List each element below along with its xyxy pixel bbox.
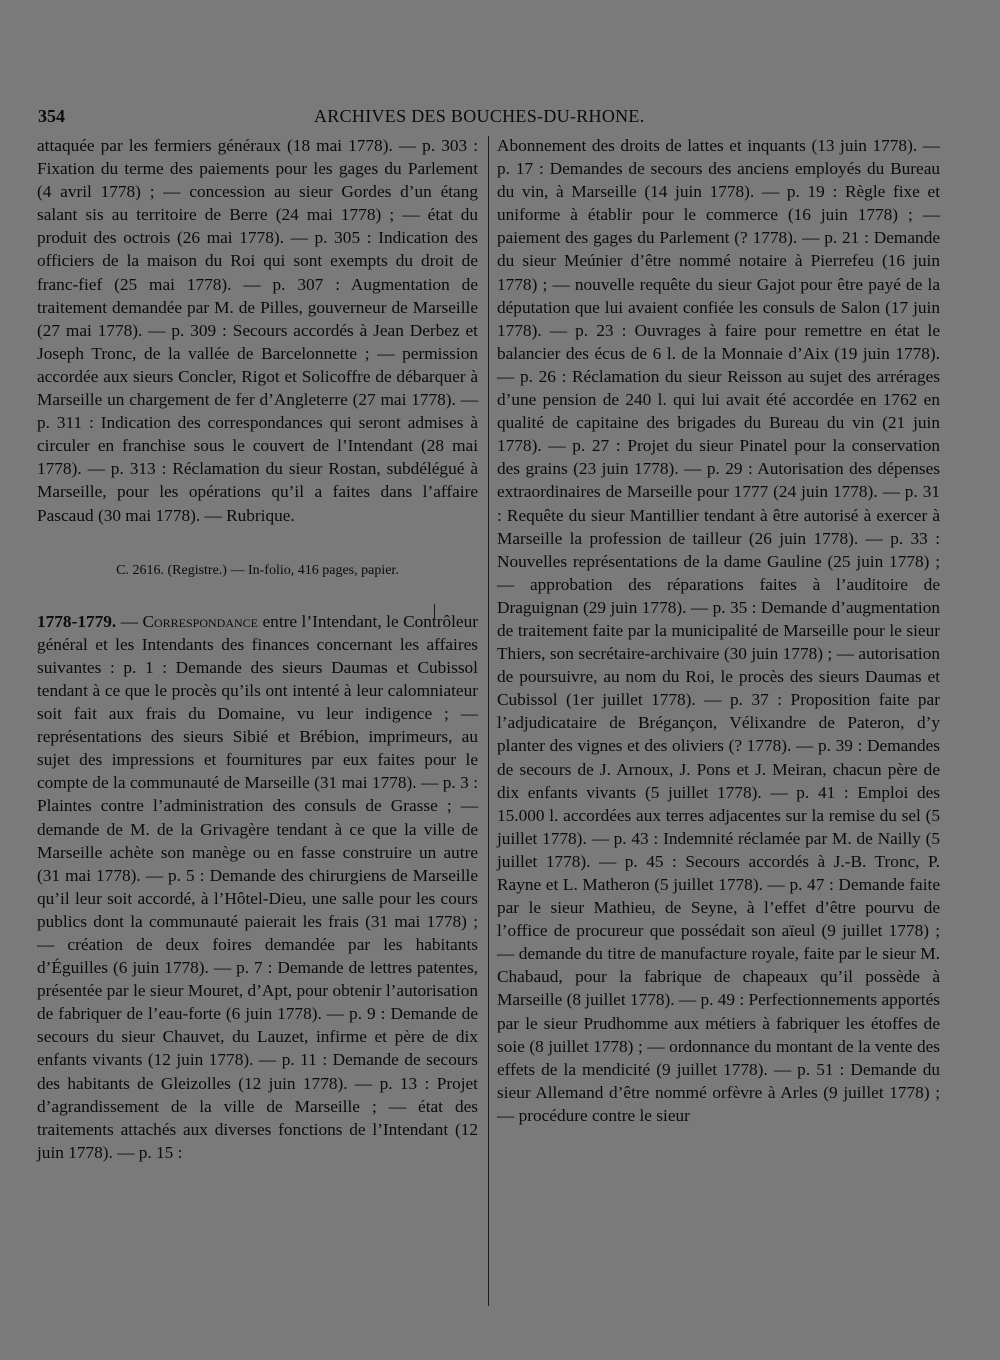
entry-body: entre l’Intendant, le Contrôleur général et les Intendants des finances concernant les affaires suivantes : p. 1 : Demande des sieurs Daumas et Cubissol tendant à ce que le procès qu’ils ont intenté à leur calomniateur soit fait aux frais du Domaine, vu leur indigence ; — représentations des sieurs Sibié et Brébion, imprimeurs, au sujet des impressions et fournitures par eux faites pour le compte de la communauté de Marseille (31 mai 1778). — p. 3 : Plaintes contre l’administration des consuls de Grasse ; — demande de M. de la Grivagère tendant à ce que la ville de Marseille achète son manège ou en fasse construire un autre (31 mai 1778). — p. 5 : Demande des chirurgiens de Marseille qu’il leur soit accordé, à l’Hôtel-Dieu, une salle pour les cours publics dont la communauté paierait les frais (31 mai 1778) ; — création de deux foires demandée par les habitants d’Éguilles (6 juin 1778). — p. 7 : Demande de lettres patentes, présentée par le sieur Mouret, d’Apt, pour obtenir l’autorisation de fabriquer de l’eau-forte (6 juin 1778). — p. 9 : Demande de secours du sieur Chauvet, du Lauzet, infirme et père de dix enfants vivants (12 juin 1778). — p. 11 : Demande de secours des habitants de Gleizolles (12 juin 1778). — p. 13 : Projet d’agrandissement de la ville de Marseille ; — état des traitements attachés aux diverses fonctions de l’Intendant (12 juin 1778). — p. 15 :: [37, 611, 478, 1162]
entry-date: 1778-1779.: [37, 611, 117, 631]
left-column: [37, 134, 478, 1164]
left-paragraph-2: [37, 610, 478, 1164]
entry-caption: Correspondance: [142, 611, 259, 631]
entry-caption-lead: —: [116, 611, 143, 631]
right-paragraph-1: Abonnement des droits de lattes et inquants (13 juin 1778). — p. 17 : Demandes de secours des anciens employés du Bureau du vin, à Marseille (14 juin 1778). — p. 19 : Règle fixe et uniforme à établir pour le commerce (16 juin 1778) ; — paiement des gages du Parlement (? 1778). — p. 21 : Demande du sieur Meúnier d’être nommé notaire à Pierrefeu (16 juin 1778) ; — nouvelle requête du sieur Gajot pour être payé de la députation que lui avaient confiée les consuls de Salon (17 juin 1778). — p. 23 : Ouvrages à faire pour remettre en état le balancier des écus de 6 l. de la Monnaie d’Aix (19 juin 1778). — p. 26 : Réclamation du sieur Reisson au sujet des arrérages d’une pension de 240 l. qui lui avait été accordée en 1762 en qualité de capitaine des brigades du Bureau du vin (21 juin 1778). — p. 27 : Projet du sieur Pinatel pour la conservation des grains (23 juin 1778). — p. 29 : Autorisation des dépenses extraordinaires de Marseille pour 1777 (24 juin 1778). — p. 31 : Requête du sieur Mantillier tendant à être autorisé à exercer à Marseille la profession de tailleur (26 juin 1778). — p. 33 : Nouvelles représentations de la dame Gauline (25 juin 1778) ; — approbation des réparations faites à l’auditoire de Draguignan (29 juin 1778). — p. 35 : Demande d’augmentation de traitement faite par la municipalité de Marseille pour le sieur Thiers, son secrétaire-archivaire (30 juin 1778) ; — autorisation de poursuivre, au nom du Roi, le procès des sieurs Daumas et Cubissol (1er juillet 1778). — p. 37 : Proposition faite par l’adjudicataire de Brégançon, Vélixandre de Pateron, d’y planter des vignes et des oliviers (? 1778). — p. 39 : Demandes de secours de J. Arnoux, J. Pons et J. Meiran, chacun père de dix enfants vivants (5 juillet 1778). — p. 41 : Emploi des 15.000 l. accordées aux terres adjacentes sur la remise du sel (5 juillet 1778). — p. 43 : Indemnité réclamée par M. de Nailly (5 juillet 1778). — p. 45 : Secours accordés à J.-B. Tronc, P. Rayne et L. Matheron (5 juillet 1778). — p. 47 : Demande faite par le sieur Mathieu, de Seyne, à l’effet d’être pourvu de l’office de procureur que possédait son aïeul (9 juillet 1778) ; — demande du titre de manufacture royale, faite par le sieur M. Chabaud, pour la fabrique de chapeaux qu’il possède à Marseille (8 juillet 1778). — p. 49 : Perfectionnements apportés par le sieur Prudhomme aux métiers à fabriquer les étoffes de soie (8 juillet 1778) ; — ordonnance du montant de la vente des effets de la mendicité (9 juillet 1778). — p. 51 : Demande du sieur Allemand d’être nommé orfèvre à Arles (9 juillet 1778) ; — procédure contre le sieur: [497, 136, 940, 1125]
running-head: ARCHIVES DES BOUCHES-DU-RHONE.: [314, 106, 645, 126]
column-rule: [488, 136, 489, 1306]
page-number: 354: [38, 106, 65, 126]
right-column: [497, 134, 940, 1127]
left-paragraph-1: attaquée par les fermiers généraux (18 mai 1778). — p. 303 : Fixation du terme des paiements pour les gages du Parlement (4 avril 1778) ; — concession au sieur Gordes d’un étang salant sis au territoire de Berre (24 mai 1778) ; — état du produit des octrois (26 mai 1778). — p. 305 : Indication des officiers de la maison du Roi qui sont exempts du droit de franc-fief (25 mai 1778). — p. 307 : Augmentation de traitement demandée par M. de Pilles, gouverneur de Marseille (27 mai 1778). — p. 309 : Secours accordés à Jean Derbez et Joseph Tronc, de la vallée de Barcelonnette ; — permission accordée aux sieurs Concler, Rigot et Solicoffre de débarquer à Marseille un chargement de fer d’Angleterre (27 mai 1778). — p. 311 : Indication des correspondances qui seront admises à circuler en franchise sous le couvert de l’Intendant (28 mai 1778). — p. 313 : Réclamation du sieur Rostan, subdélégué à Marseille, pour les opérations qu’il a faites dans l’affaire Pascaud (30 mai 1778). — Rubrique.: [37, 136, 478, 525]
entry-note: C. 2616. (Registre.) — In-folio, 416 pages, papier.: [116, 562, 399, 578]
